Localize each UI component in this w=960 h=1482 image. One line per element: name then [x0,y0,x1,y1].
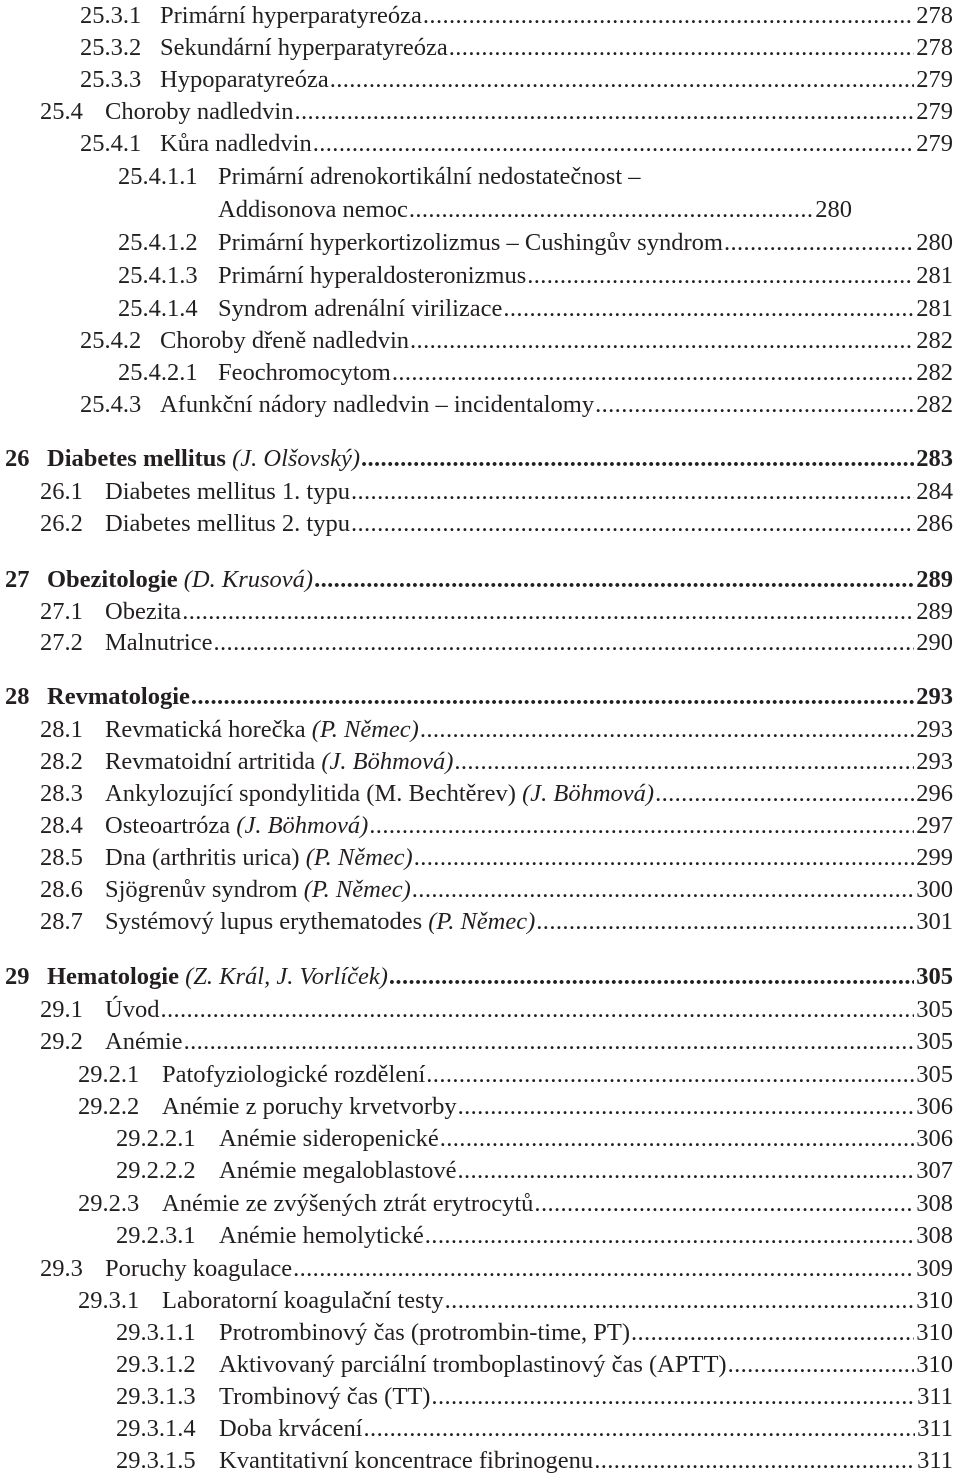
leader-dots [182,596,914,628]
toc-entry-number: 28.3 [40,780,83,807]
toc-entry-title: Obezita [105,598,182,625]
toc-entry-page: 278 [916,2,953,29]
toc-entry-number: 29 [5,963,30,990]
toc-entry-number: 25.4.1.1 [118,163,198,190]
toc-entry [0,293,960,325]
toc-chapter-entry [0,443,960,475]
toc-entry-editor: (J. Olšovský) [232,445,360,472]
toc-entry [0,1445,960,1477]
toc-entry-title: Choroby dřeně nadledvin [160,327,410,354]
toc-entry-page: 280 [815,196,852,223]
toc-entry-number: 29.2.2.1 [116,1125,196,1152]
toc-entry-page: 306 [916,1093,953,1120]
leader-dots [392,357,914,389]
toc-entry-number: 29.3.1.2 [116,1351,196,1378]
toc-entry-number: 28.2 [40,748,83,775]
toc-entry-title: Patofyziologické rozdělení [162,1061,426,1088]
leader-dots [595,389,914,421]
toc-entry [0,32,960,64]
toc-entry-number: 28.4 [40,812,83,839]
toc-entry-number: 27 [5,566,30,593]
toc-entry [0,1349,960,1381]
leader-dots [655,778,914,810]
toc-entry-number: 25.4.2.1 [118,359,198,386]
toc-entry-page: 284 [916,478,953,505]
leader-dots [409,194,813,226]
toc-entry-page: 293 [916,716,953,743]
leader-dots [503,293,914,325]
toc-entry-editor: (P. Němec) [428,908,536,935]
leader-dots [314,564,914,596]
toc-entry-page: 296 [916,780,953,807]
toc-entry-number: 29.2.2 [78,1093,140,1120]
leader-dots [425,1220,914,1252]
toc-entry [0,1091,960,1123]
toc-entry-page: 308 [916,1222,953,1249]
toc-entry [0,227,960,259]
toc-entry [0,746,960,778]
toc-entry [0,1317,960,1349]
leader-dots [536,906,914,938]
toc-entry-number: 29.2 [40,1028,83,1055]
toc-entry-title-continued: Addisonova nemoc [218,196,408,223]
toc-entry [0,596,960,628]
toc-entry-title: Revmatoidní artritida [105,748,316,775]
toc-entry-number: 25.4.2 [80,327,142,354]
toc-entry-number: 29.2.2.2 [116,1157,196,1184]
toc-entry-title: Osteoartróza [105,812,231,839]
toc-entry-page: 282 [916,391,953,418]
toc-entry [0,1123,960,1155]
toc-entry-number: 25.4.1 [80,130,142,157]
leader-dots [458,1091,915,1123]
toc-entry-title: Sekundární hyperparatyreóza [160,34,448,61]
toc-entry [0,1026,960,1058]
toc-entry [0,994,960,1026]
toc-entry-editor: (J. Böhmová) [522,780,655,807]
toc-entry-number: 28.1 [40,716,83,743]
toc-entry-editor: (P. Němec) [305,844,413,871]
toc-entry-page: 290 [916,629,953,656]
toc-entry-number: 26.2 [40,510,83,537]
toc-entry-continuation [218,194,852,226]
toc-entry-number: 29.2.3 [78,1190,140,1217]
toc-entry-number: 29.3.1 [78,1287,140,1314]
toc-entry-title: Anémie ze zvýšených ztrát erytrocytů [162,1190,534,1217]
toc-entry [0,128,960,160]
toc-entry-page: 310 [916,1351,953,1378]
leader-dots [457,1155,914,1187]
toc-entry-number: 25.3.2 [80,34,142,61]
toc-entry-page: 305 [916,1061,953,1088]
toc-entry-title: Anémie [105,1028,183,1055]
leader-dots [728,1349,915,1381]
toc-entry-title: Malnutrice [105,629,213,656]
leader-dots [449,32,915,64]
toc-entry-title: Primární hyperaldosteronizmus [218,262,527,289]
toc-entry-number: 29.3.1.3 [116,1383,196,1410]
toc-entry-number: 26.1 [40,478,83,505]
toc-entry-title: Poruchy koagulace [105,1255,293,1282]
toc-entry-number: 25.3.3 [80,66,142,93]
toc-entry-title: Úvod [105,996,160,1023]
leader-dots [445,1285,915,1317]
toc-entry-page: 293 [916,748,953,775]
toc-entry [0,357,960,389]
toc-entry-page: 297 [916,812,953,839]
toc-entry [0,1188,960,1220]
toc-entry [0,1413,960,1445]
toc-chapter-entry [0,681,960,713]
toc-entry-editor: (Z. Král, J. Vorlíček) [185,963,388,990]
toc-entry-page: 299 [916,844,953,871]
toc-entry-title: Sjögrenův syndrom [105,876,298,903]
leader-dots [724,227,914,259]
toc-entry-title: Kůra nadledvin [160,130,312,157]
toc-entry-editor: (D. Krusová) [183,566,314,593]
toc-entry-title: Anémie sideropenické [219,1125,439,1152]
leader-dots [440,1123,915,1155]
leader-dots [426,1059,914,1091]
leader-dots [454,746,914,778]
toc-entry-title: Primární adrenokortikální nedostatečnost – [218,163,641,190]
toc-entry [0,1381,960,1413]
toc-entry-page: 279 [916,98,953,125]
leader-dots [214,627,915,659]
toc-entry-page: 306 [916,1125,953,1152]
toc-entry-number: 27.1 [40,598,83,625]
leader-dots [184,1026,915,1058]
toc-entry-page: 278 [916,34,953,61]
toc-entry [0,389,960,421]
toc-entry-title: Revmatologie [47,683,190,710]
toc-entry [0,325,960,357]
leader-dots [330,64,915,96]
leader-dots [361,443,914,475]
toc-entry-number: 28.7 [40,908,83,935]
toc-entry [0,1059,960,1091]
leader-dots [631,1317,914,1349]
toc-entry-number: 25.3.1 [80,2,142,29]
toc-entry [0,906,960,938]
toc-entry-title: Diabetes mellitus [47,445,226,472]
toc-entry-number: 28.6 [40,876,83,903]
toc-entry-number: 29.3.1.1 [116,1319,196,1346]
toc-entry-page: 282 [916,359,953,386]
toc-entry-title: Diabetes mellitus 1. typu [105,478,350,505]
toc-entry [0,1285,960,1317]
leader-dots [293,1253,914,1285]
leader-dots [534,1188,914,1220]
toc-entry-title: Kvantitativní koncentrace fibrinogenu [219,1447,594,1474]
toc-entry-number: 29.3.1.4 [116,1415,196,1442]
toc-entry-title: Anémie z poruchy krvetvorby [162,1093,457,1120]
toc-entry [0,842,960,874]
toc-entry [0,714,960,746]
toc-entry-page: 289 [916,566,953,593]
toc-entry-page: 311 [917,1383,953,1410]
toc-entry [0,1155,960,1187]
leader-dots [369,810,914,842]
toc-entry-title: Trombinový čas (TT) [219,1383,431,1410]
toc-entry-number: 28 [5,683,30,710]
toc-entry-title: Anémie megaloblastové [219,1157,457,1184]
toc-entry-editor: (J. Böhmová) [321,748,454,775]
toc-entry-title: Primární hyperkortizolizmus – Cushingův syndrom [218,229,723,256]
toc-entry-page: 310 [916,1319,953,1346]
toc-chapter-entry [0,961,960,993]
toc-entry-title: Systémový lupus erythematodes [105,908,423,935]
toc-entry-number: 25.4 [40,98,83,125]
toc-entry-page: 305 [916,996,953,1023]
toc-entry-page: 282 [916,327,953,354]
toc-entry-page: 300 [916,876,953,903]
leader-dots [414,842,915,874]
toc-entry-title: Hematologie [47,963,179,990]
toc-entry-page: 279 [916,130,953,157]
toc-entry-page: 311 [917,1415,953,1442]
toc-entry-title: Afunkční nádory nadledvin – incidentalomy [160,391,595,418]
leader-dots [594,1445,915,1477]
toc-entry [0,0,960,32]
toc-entry-number: 29.2.3.1 [116,1222,196,1249]
toc-entry-page: 308 [916,1190,953,1217]
toc-entry-editor: (J. Böhmová) [236,812,369,839]
toc-entry-title: Protrombinový čas (protrombin-time, PT) [219,1319,630,1346]
leader-dots [412,874,914,906]
toc-entry-page: 309 [916,1255,953,1282]
leader-dots [420,714,914,746]
toc-entry-page: 305 [916,1028,953,1055]
toc-entry [0,778,960,810]
toc-entry-page: 279 [916,66,953,93]
toc-entry-title: Syndrom adrenální virilizace [218,295,503,322]
toc-entry-page: 307 [916,1157,953,1184]
toc-entry-title: Aktivovaný parciální tromboplastinový čas (APTT) [219,1351,727,1378]
toc-entry-title: Laboratorní koagulační testy [162,1287,444,1314]
toc-entry [0,627,960,659]
toc-entry-page: 311 [917,1447,953,1474]
toc-entry-page: 289 [916,598,953,625]
toc-entry-page: 305 [916,963,953,990]
toc-entry-title: Feochromocytom [218,359,391,386]
leader-dots [191,681,914,713]
toc-entry-title: Obezitologie [47,566,178,593]
toc-entry-page: 310 [916,1287,953,1314]
toc-entry-number: 29.2.1 [78,1061,140,1088]
toc-entry-number: 25.4.3 [80,391,142,418]
toc-entry-page: 293 [916,683,953,710]
toc-entry [0,874,960,906]
toc-entry [0,64,960,96]
toc-entry [0,810,960,842]
toc-entry-number: 28.5 [40,844,83,871]
toc-entry-title: Primární hyperparatyreóza [160,2,422,29]
toc-entry [0,161,960,193]
toc-entry-page: 281 [916,295,953,322]
toc-entry-title: Dna (arthritis urica) [105,844,300,871]
leader-dots [423,0,914,32]
leader-dots [527,260,914,292]
toc-entry-title: Revmatická horečka [105,716,306,743]
toc-entry-title: Ankylozující spondylitida (M. Bechtěrev) [105,780,516,807]
leader-dots [389,961,914,993]
toc-entry [0,476,960,508]
leader-dots [295,96,915,128]
leader-dots [364,1413,916,1445]
toc-entry-number: 25.4.1.4 [118,295,198,322]
toc-entry-title: Choroby nadledvin [105,98,294,125]
toc-entry-title: Anémie hemolytické [219,1222,424,1249]
leader-dots [410,325,914,357]
toc-entry-number: 25.4.1.2 [118,229,198,256]
toc-entry-number: 27.2 [40,629,83,656]
toc-entry-page: 283 [916,445,953,472]
toc-entry-editor: (P. Němec) [311,716,419,743]
leader-dots [160,994,914,1026]
toc-entry-number: 26 [5,445,30,472]
leader-dots [351,508,914,540]
toc-entry [0,1253,960,1285]
toc-entry-number: 29.1 [40,996,83,1023]
toc-entry-page: 301 [916,908,953,935]
toc-entry [0,96,960,128]
toc-entry [0,260,960,292]
leader-dots [313,128,915,160]
toc-entry-number: 25.4.1.3 [118,262,198,289]
leader-dots [351,476,914,508]
toc-entry-title: Doba krvácení [219,1415,363,1442]
toc-entry-page: 280 [916,229,953,256]
toc-entry [0,1220,960,1252]
toc-entry-number: 29.3.1.5 [116,1447,196,1474]
toc-chapter-entry [0,564,960,596]
toc-entry [0,508,960,540]
leader-dots [431,1381,915,1413]
toc-entry-title: Hypoparatyreóza [160,66,329,93]
toc-entry-page: 286 [916,510,953,537]
toc-entry-title: Diabetes mellitus 2. typu [105,510,350,537]
toc-entry-editor: (P. Němec) [303,876,411,903]
toc-entry-page: 281 [916,262,953,289]
toc-entry-number: 29.3 [40,1255,83,1282]
